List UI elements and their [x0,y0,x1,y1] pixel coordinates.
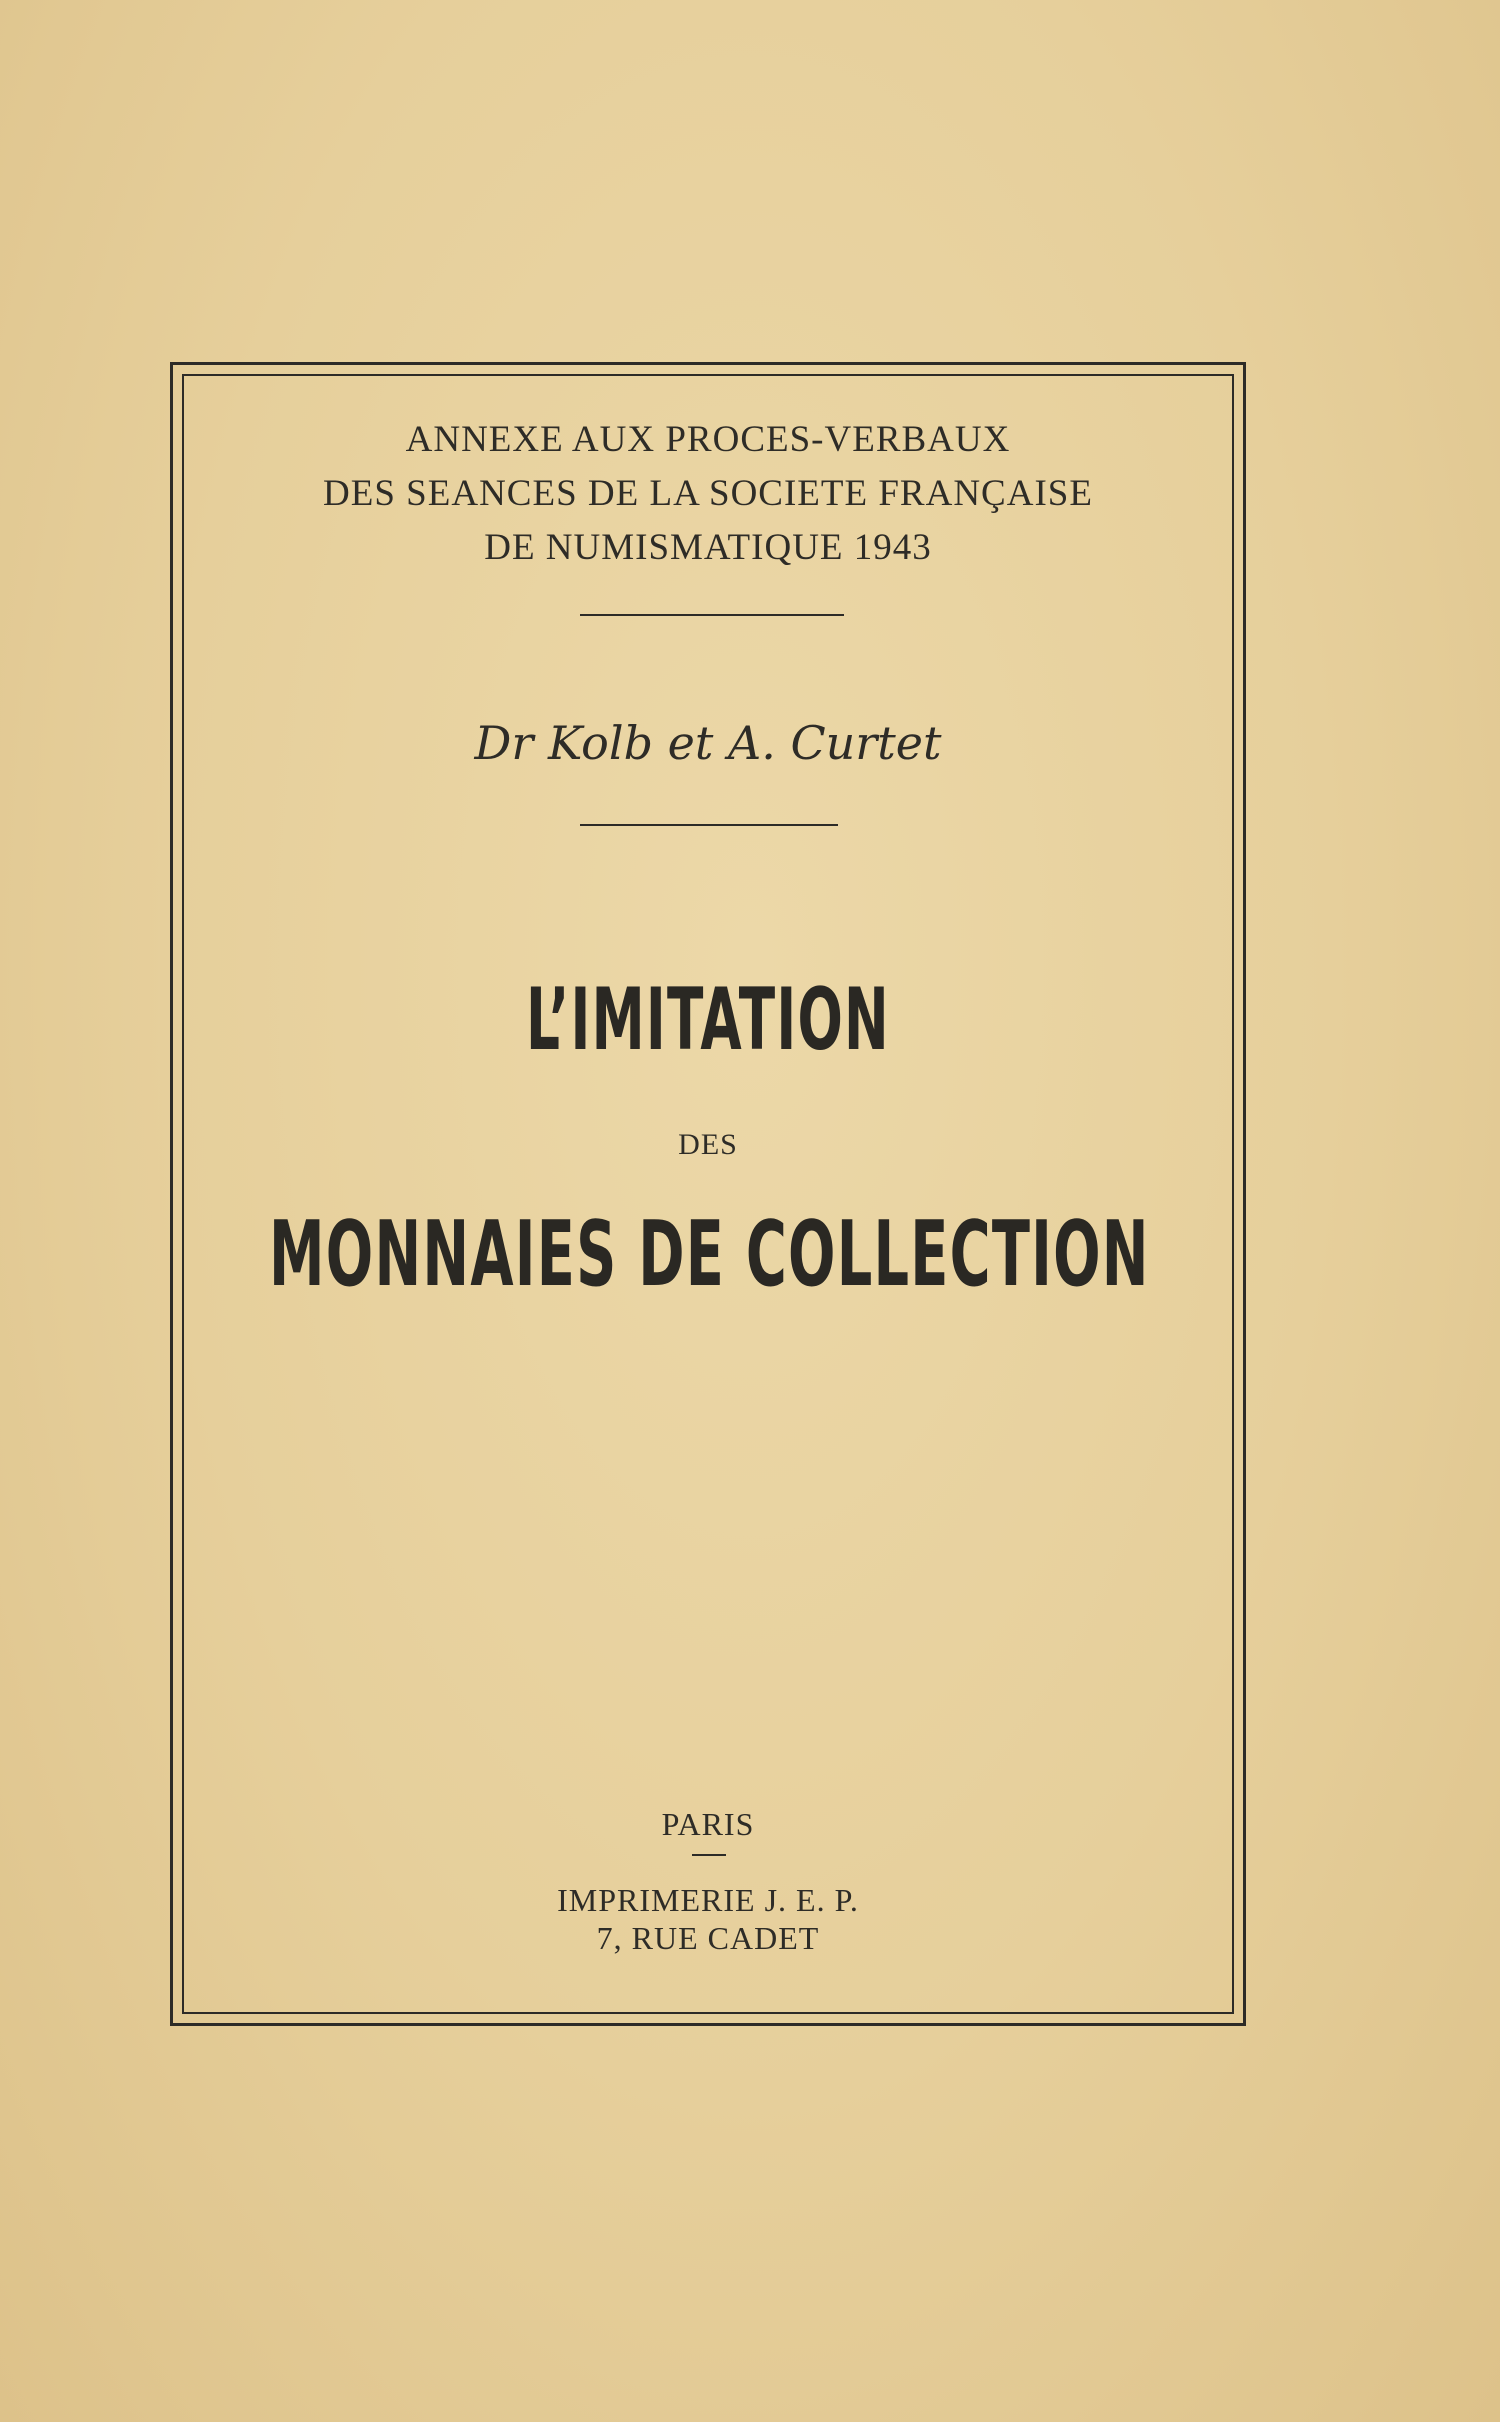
divider-rule-1 [580,614,844,616]
title-connector: DES [678,1128,738,1161]
divider-rule-2 [580,824,838,826]
title-sub: MONNAIES DE COLLECTION [269,1202,1150,1307]
imprint-rule [692,1854,726,1856]
title-main: L’IMITATION [526,970,890,1070]
authors: Dr Kolb et A. Curtet [474,716,942,770]
inner-frame [182,374,1234,2014]
header-line-3: DE NUMISMATIQUE 1943 [484,527,932,568]
imprint-printer: IMPRIMERIE J. E. P. [557,1882,859,1918]
header-line-1: ANNEXE AUX PROCES-VERBAUX [405,419,1011,460]
header-line-2: DES SEANCES DE LA SOCIETE FRANÇAISE [323,473,1093,514]
imprint-address: 7, RUE CADET [596,1920,820,1956]
imprint-city: PARIS [661,1806,755,1842]
